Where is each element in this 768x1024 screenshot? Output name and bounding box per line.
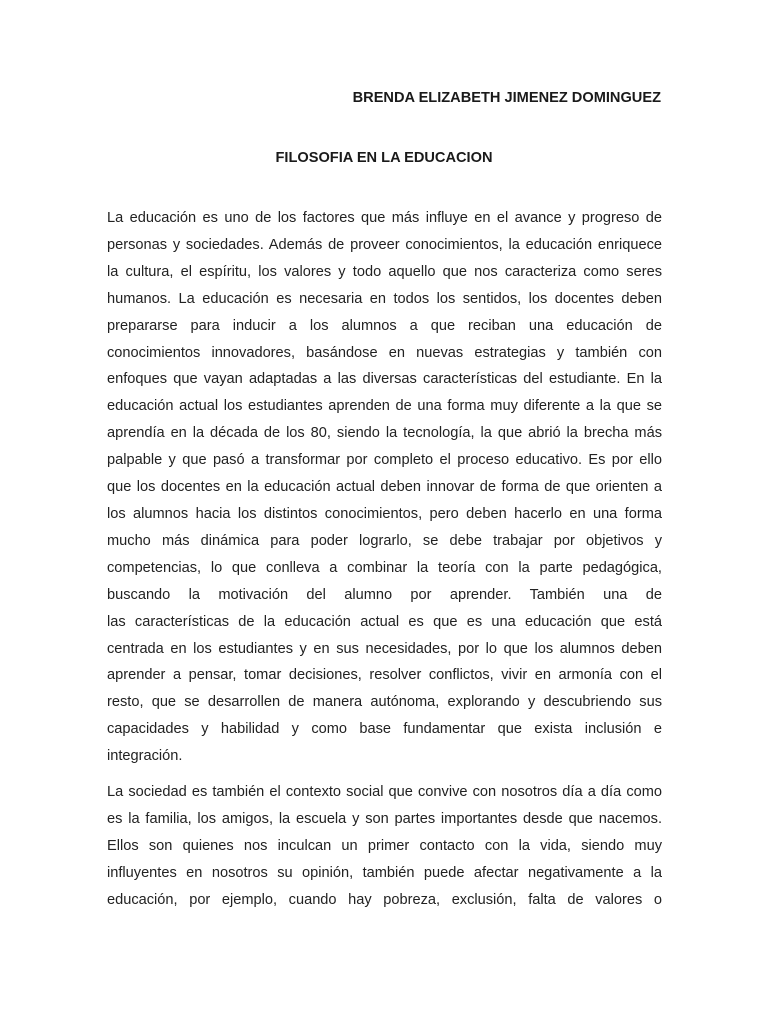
text-line: competencias, lo que conlleva a combinar la teoría con la parte pedagógica, — [107, 559, 662, 576]
text-line: Ellos son quienes nos inculcan un primer contacto con la vida, siendo muy — [107, 837, 662, 854]
text-line: aprendía en la década de los 80, siendo la tecnología, la que abrió la brecha más — [107, 425, 662, 442]
text-line: aprender a pensar, tomar decisiones, resolver conflictos, vivir en armonía con el — [107, 667, 662, 684]
text-line: educación, por ejemplo, cuando hay pobreza, exclusión, falta de valores o — [107, 891, 662, 908]
paragraph-2 — [107, 779, 662, 914]
text-line: buscando la motivación del alumno por aprender. También una de — [107, 586, 662, 603]
document-body — [107, 205, 662, 923]
text-line: personas y sociedades. Además de proveer conocimientos, la educación enriquece — [107, 236, 662, 253]
text-line: palpable y que pasó a transformar por completo el proceso educativo. Es por ello — [107, 452, 662, 469]
text-line: influyentes en nosotros su opinión, también puede afectar negativamente a la — [107, 864, 662, 881]
text-line: los alumnos hacia los distintos conocimientos, pero deben hacerlo en una forma — [107, 505, 662, 522]
text-line: es la familia, los amigos, la escuela y son partes importantes desde que nacemos. — [107, 810, 662, 827]
text-line: las características de la educación actual es que es una educación que está — [107, 613, 662, 630]
text-line: la cultura, el espíritu, los valores y todo aquello que nos caracteriza como seres — [107, 263, 662, 280]
author-name: BRENDA ELIZABETH JIMENEZ DOMINGUEZ — [352, 90, 661, 106]
text-line: centrada en los estudiantes y en sus necesidades, por lo que los alumnos deben — [107, 640, 662, 657]
document-title: FILOSOFIA EN LA EDUCACION — [275, 150, 493, 166]
text-line: que los docentes en la educación actual deben innovar de forma de que orienten a — [107, 479, 662, 496]
text-line: La sociedad es también el contexto social que convive con nosotros día a día como — [107, 784, 662, 801]
text-line: La educación es uno de los factores que más influye en el avance y progreso de — [107, 210, 662, 226]
text-line: mucho más dinámica para poder lograrlo, se debe trabajar por objetivos y — [107, 532, 662, 549]
text-line: educación actual los estudiantes aprenden de una forma muy diferente a la que se — [107, 398, 662, 415]
paragraph-1 — [107, 205, 662, 770]
text-line: humanos. La educación es necesaria en todos los sentidos, los docentes deben — [107, 290, 662, 307]
text-line: integración. — [107, 748, 183, 765]
text-line: prepararse para inducir a los alumnos a que reciban una educación de — [107, 317, 662, 334]
text-line: enfoques que vayan adaptadas a las diversas características del estudiante. En la — [107, 371, 662, 388]
text-line: conocimientos innovadores, basándose en nuevas estrategias y también con — [107, 344, 662, 361]
text-line: capacidades y habilidad y como base fundamentar que exista inclusión e — [107, 721, 662, 738]
text-line: resto, que se desarrollen de manera autónoma, explorando y descubriendo sus — [107, 694, 662, 711]
